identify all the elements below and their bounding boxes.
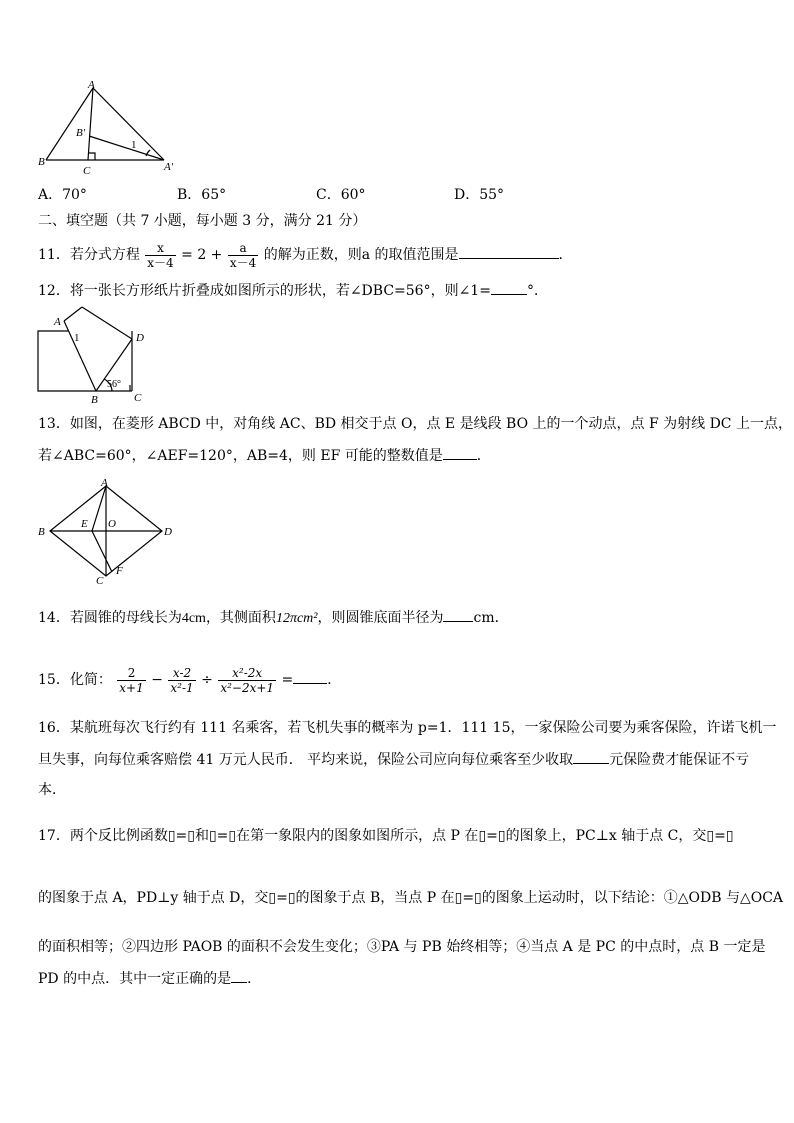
answer-blank bbox=[459, 244, 559, 259]
label-C: C bbox=[134, 392, 142, 404]
question-17-line-2: 的图象于点 A，PD⊥y 轴于点 D，交▯=▯的图象于点 B，当点 P 在▯=▯的图象上运动时，以下结论：①△ODB 与△OCA bbox=[38, 890, 784, 906]
label-O: O bbox=[108, 518, 116, 530]
option-a: A．70° bbox=[38, 187, 87, 203]
question-17-line-3: 的面积相等；②四边形 PAOB 的面积不会发生变化；③PA 与 PB 始终相等；④当点 A 是 PC 的中点时，点 B 一定是 bbox=[38, 939, 766, 955]
label-F: F bbox=[116, 565, 123, 577]
function-glyph: ▯=▯ bbox=[208, 828, 237, 844]
label-angle-56: 56° bbox=[107, 379, 121, 390]
label-B: B bbox=[38, 526, 45, 538]
fraction-x-over-x-4: $\frac{x}{x-4}$ bbox=[147, 240, 174, 270]
label-B-prime: B' bbox=[76, 127, 86, 139]
option-b: B．65° bbox=[177, 187, 227, 203]
function-glyph: ▯=▯ bbox=[478, 828, 506, 844]
label-B: B bbox=[38, 156, 45, 168]
section-title: 二、填空题（共 7 小题，每小题 3 分，满分 21 分） bbox=[38, 213, 367, 229]
question-14: 14．若圆锥的母线长为4cm，其侧面积12πcm²，则圆锥底面半径为 cm． bbox=[38, 607, 509, 629]
question-11: 11．若分式方程 $\frac{x}{x-4}$ = 2 + $\frac{a}{x-4}$ 的解为正数，则a 的取值范围是 ． bbox=[38, 240, 573, 270]
option-c: C．60° bbox=[316, 187, 366, 203]
question-16-line-2: 旦失事，向每位乘客赔偿 41 万元人民币． 平均来说，保险公司应向每位乘客至少收取 元保险费才能保证不亏 bbox=[38, 749, 749, 770]
function-glyph: ▯=▯ bbox=[268, 890, 296, 906]
question-12: 12．将一张长方形纸片折叠成如图所示的形状，若∠DBC=56°，则∠1= °． bbox=[38, 280, 548, 301]
answer-blank bbox=[293, 669, 327, 684]
fraction-x-2-over-x2-1: $\frac{x-2}{\text{x²-1}}$ bbox=[170, 665, 194, 695]
label-A: A bbox=[101, 477, 108, 489]
answer-blank bbox=[443, 445, 477, 460]
option-d: D．55° bbox=[454, 187, 505, 203]
question-17-line-1: 17．两个反比例函数▯=▯和▯=▯在第一象限内的图象如图所示，点 P 在▯=▯的图象上，PC⊥x 轴于点 C，交▯=▯ bbox=[38, 828, 734, 844]
question-16-line-3: 本． bbox=[38, 782, 66, 798]
fraction-2-over-x+1: $\frac{2}{x+1}$ bbox=[119, 665, 144, 695]
label-E: E bbox=[81, 518, 88, 530]
question-17-line-4: PD 的中点．其中一定正确的是 ． bbox=[38, 968, 261, 989]
fraction-x2-2x-over-x2-2x+1: $\frac{\text{x²-2x}}{\text{x²−2x+1}}$ bbox=[220, 665, 275, 695]
label-D: D bbox=[164, 526, 172, 538]
question-16-line-1: 16．某航班每次飞行约有 111 名乘客，若飞机失事的概率为 p=1．111 15，一家保险公司要为乘客保险，许诺飞机一 bbox=[38, 720, 777, 736]
answer-blank bbox=[573, 749, 609, 764]
label-1: 1 bbox=[74, 332, 80, 344]
question-15: 15．化简： $\frac{2}{x+1}$ − $\frac{x-2}{\text{x²-1}}$ ÷ $\frac{\text{x²-2x}}{\text{x²−2x+1}}$ = ． bbox=[38, 665, 342, 695]
answer-blank bbox=[491, 280, 527, 295]
label-C: C bbox=[83, 165, 91, 177]
label-1: 1 bbox=[131, 139, 137, 151]
label-A-prime: A' bbox=[164, 161, 174, 173]
label-A: A bbox=[54, 316, 61, 328]
function-glyph: ▯=▯ bbox=[167, 828, 195, 844]
label-B: B bbox=[91, 394, 98, 405]
fraction-a-over-x-4: $\frac{a}{x-4}$ bbox=[229, 240, 257, 270]
function-glyph: ▯=▯ bbox=[454, 890, 482, 906]
answer-blank bbox=[443, 607, 473, 622]
label-C: C bbox=[96, 575, 104, 587]
question-13-line-1: 13．如图，在菱形 ABCD 中，对角线 AC、BD 相交于点 O，点 E 是线段 BO 上的一个动点，点 F 为射线 DC 上一点， bbox=[38, 416, 792, 432]
q10-triangle-figure bbox=[36, 78, 186, 178]
question-13-line-2: 若∠ABC=60°，∠AEF=120°，AB=4，则 EF 可能的整数值是 ． bbox=[38, 445, 491, 466]
label-D: D bbox=[136, 332, 144, 344]
q13-rhombus-figure bbox=[36, 476, 176, 588]
label-A: A bbox=[88, 79, 95, 91]
function-glyph: ▯=▯ bbox=[706, 828, 734, 844]
q12-folded-rectangle-figure bbox=[36, 305, 156, 405]
answer-blank bbox=[231, 968, 247, 983]
